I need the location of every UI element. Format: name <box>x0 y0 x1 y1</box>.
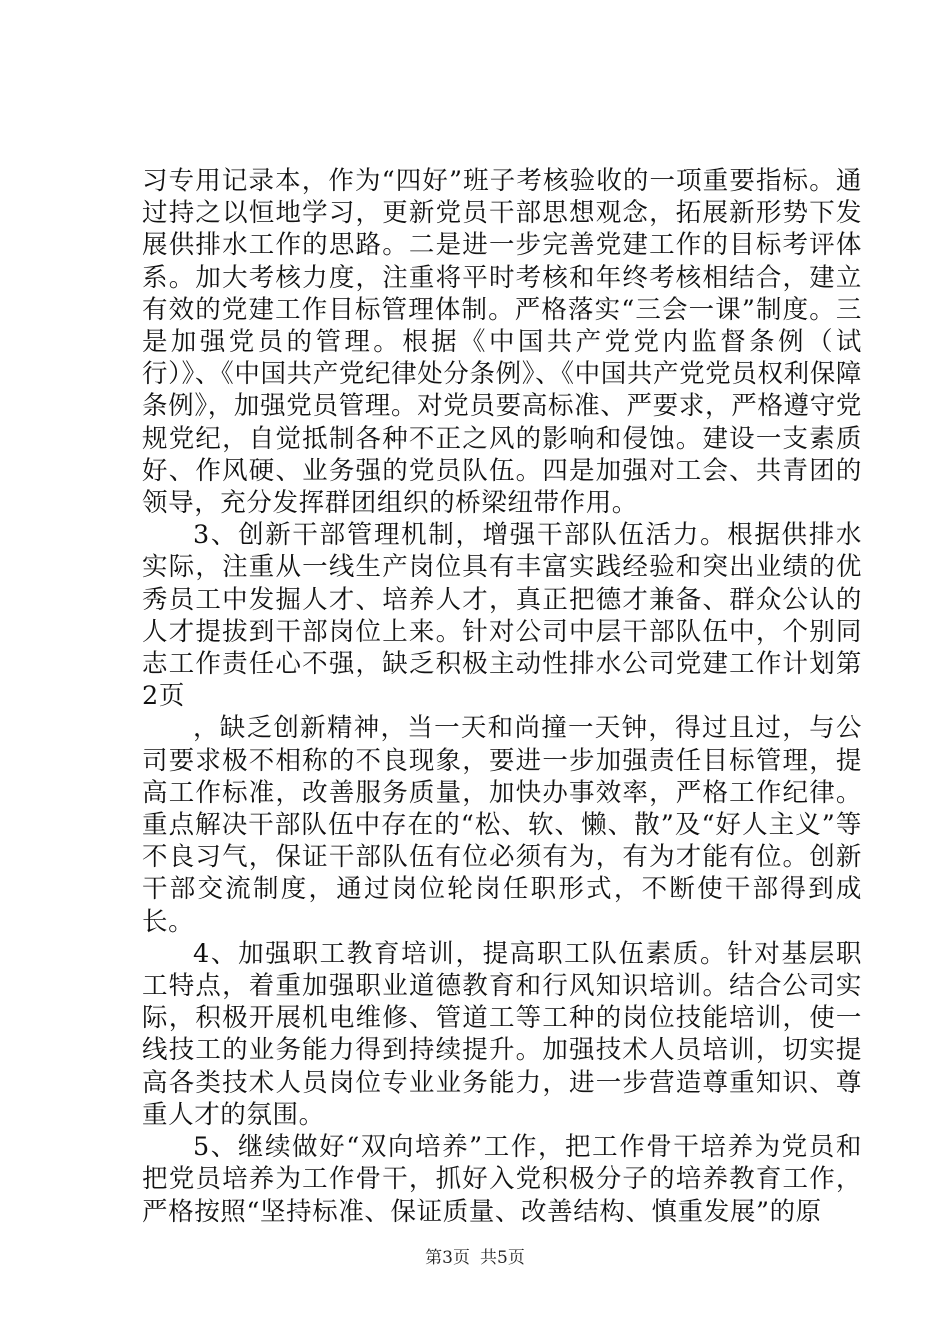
page-number: 第3页 <box>425 1248 470 1268</box>
paragraph-3: ，缺乏创新精神，当一天和尚撞一天钟，得过且过，与公司要求极不相称的不良现象，要进一步加强责任目标管理，提高工作标准，改善服务质量，加快办事效率，严格工作纪律。重点解决干部队伍中存在的“松、软、懒、散”及“好人主义”等不良习气，保证干部队伍有位必须有为，有为才能有位。创新干部交流制度，通过岗位轮岗任职形式，不断使干部得到成长。 <box>142 713 862 937</box>
paragraph-4: 4、加强职工教育培训，提高职工队伍素质。针对基层职工特点，着重加强职业道德教育和行风知识培训。结合公司实际，积极开展机电维修、管道工等工种的岗位技能培训，使一线技工的业务能力得到持续提升。加强技术人员培训，切实提高各类技术人员岗位专业业务能力，进一步营造尊重知识、尊重人才的氛围。 <box>142 938 862 1130</box>
page-footer <box>0 1248 950 1268</box>
document-body <box>142 165 862 1228</box>
paragraph-5: 5、继续做好“双向培养”工作，把工作骨干培养为党员和把党员培养为工作骨干，抓好入党积极分子的培养教育工作，严格按照“坚持标准、保证质量、改善结构、慎重发展”的原 <box>142 1132 862 1227</box>
paragraph-2: 3、创新干部管理机制，增强干部队伍活力。根据供排水实际，注重从一线生产岗位具有丰富实践经验和突出业绩的优秀员工中发掘人才、培养人才，真正把德才兼备、群众公认的人才提拔到干部岗位上来。针对公司中层干部队伍中，个别同志工作责任心不强，缺乏积极主动性排水公司党建工作计划第2页 <box>142 520 862 712</box>
page-total: 共5页 <box>480 1248 525 1268</box>
paragraph-1: 习专用记录本，作为“四好”班子考核验收的一项重要指标。通过持之以恒地学习，更新党员干部思想观念，拓展新形势下发展供排水工作的思路。二是进一步完善党建工作的目标考评体系。加大考核力度，注重将平时考核和年终考核相结合，建立有效的党建工作目标管理体制。严格落实“三会一课”制度。三是加强党员的管理。根据《中国共产党党内监督条例（试行）》、《中国共产党纪律处分条例》、《中国共产党党员权利保障条例》，加强党员管理。对党员要高标准、严要求，严格遵守党规党纪，自觉抵制各种不正之风的影响和侵蚀。建设一支素质好、作风硬、业务强的党员队伍。四是加强对工会、共青团的领导，充分发挥群团组织的桥梁纽带作用。 <box>142 166 862 519</box>
